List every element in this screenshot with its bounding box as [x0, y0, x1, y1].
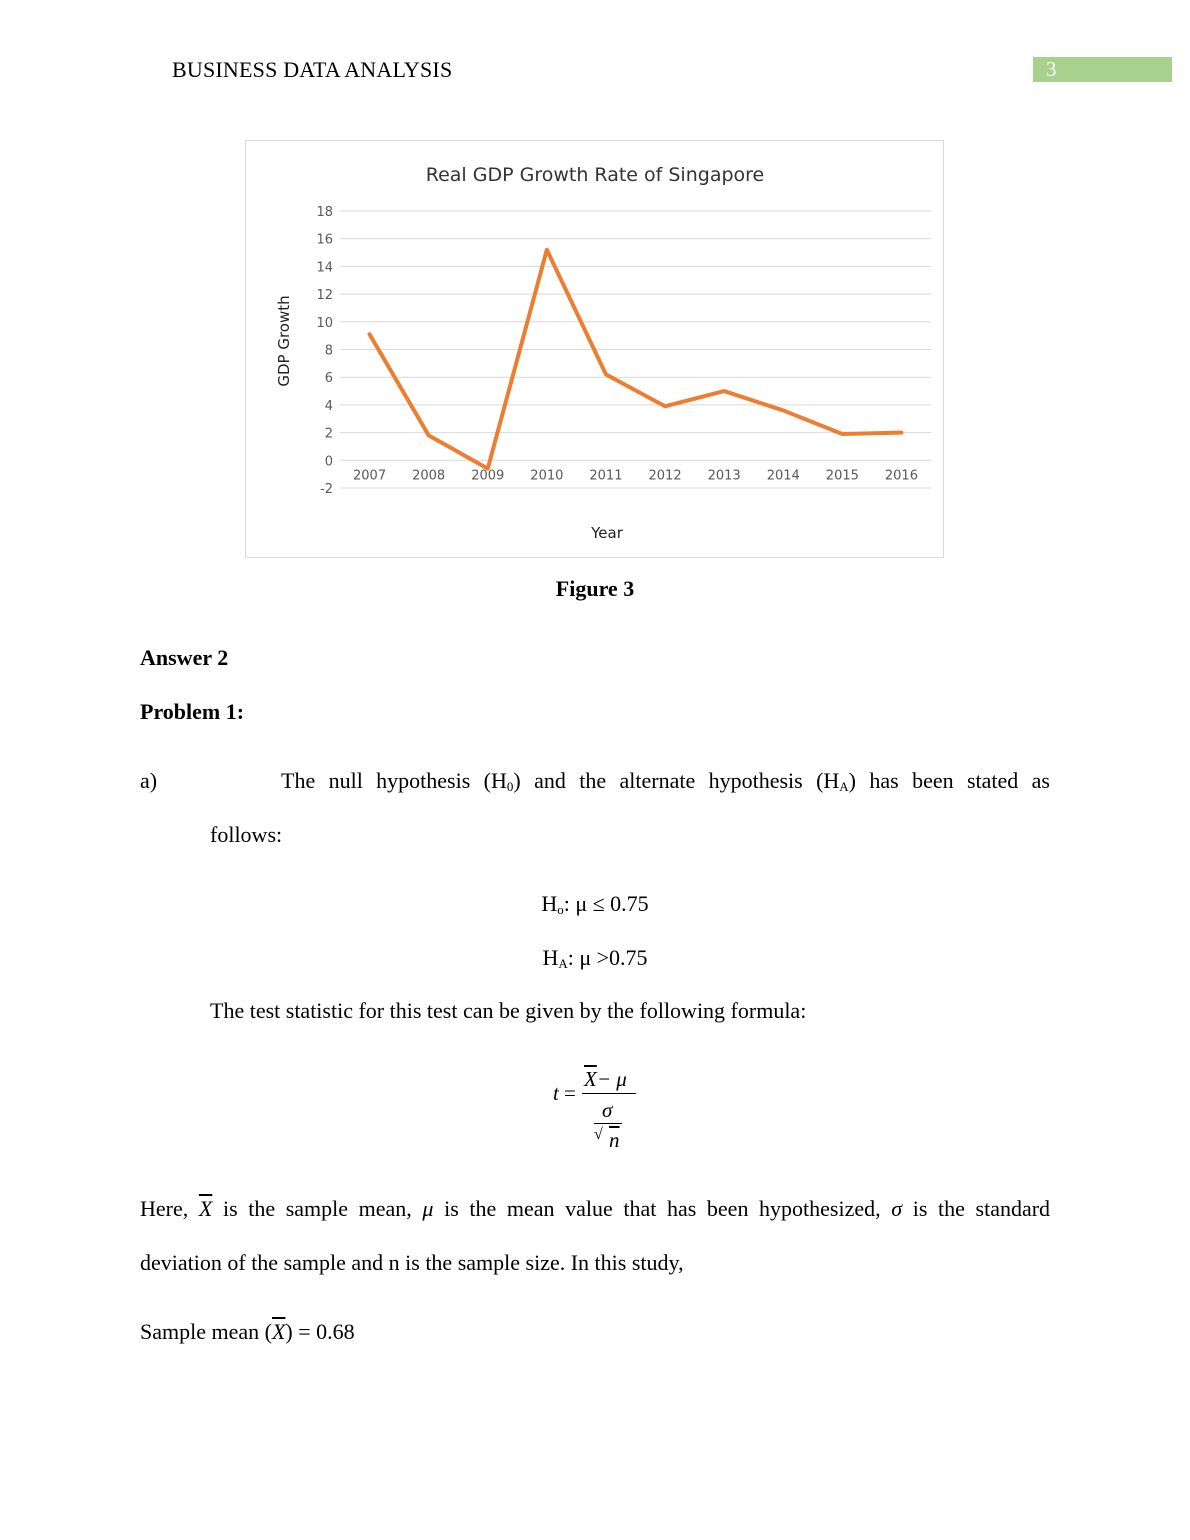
chart-x-ticks — [353, 468, 918, 483]
running-header: BUSINESS DATA ANALYSIS — [172, 57, 453, 82]
y-tick-label: 2 — [324, 426, 333, 442]
y-tick-label: 6 — [324, 371, 333, 387]
chart-series — [369, 250, 901, 469]
test-statistic-intro: The test statistic for this test can be given by the following formula: — [210, 998, 807, 1023]
x-tick-label: 2011 — [589, 468, 623, 484]
x-tick-label: 2007 — [353, 468, 387, 484]
t-statistic-formula: t = $\overline{X}- \mu$ σ √ n — [520, 1064, 670, 1159]
y-tick-label: 16 — [316, 232, 333, 248]
chart-y-axis-label: GDP Growth — [275, 295, 293, 387]
figure-caption: Figure 3 — [555, 576, 635, 601]
y-tick-label: -2 — [320, 482, 333, 497]
y-tick-label: 0 — [324, 454, 333, 470]
x-tick-label: 2014 — [766, 468, 800, 484]
explanation-line2: deviation of the sample and n is the sample size. In this study, — [140, 1250, 684, 1275]
y-tick-label: 12 — [316, 288, 333, 304]
x-tick-label: 2015 — [825, 468, 859, 484]
x-tick-label: 2009 — [471, 468, 505, 484]
sample-mean-line: Sample mean $(\overline{X}) = 0.68$ — [140, 1319, 355, 1344]
chart-canvas — [246, 141, 945, 559]
null-hypothesis: $H_o$: μ ≤ 0.75 — [541, 891, 649, 917]
gdp-line-chart — [245, 140, 944, 558]
x-tick-label: 2016 — [884, 468, 918, 484]
y-tick-label: 10 — [316, 315, 333, 331]
page-number: 3 — [1033, 57, 1172, 82]
answer-heading: Answer 2 — [140, 645, 229, 670]
chart-x-axis-label: Year — [591, 524, 623, 542]
alternate-hypothesis: $H_A$: μ >0.75 — [542, 945, 648, 971]
chart-y-ticks — [316, 205, 333, 497]
y-tick-label: 14 — [316, 260, 333, 276]
part-a-line2: follows: — [210, 822, 283, 847]
explanation-line1: Here, $\overline{X}$ is the sample mean, μ is the mean value that has been hypothesized, σ is the standard — [140, 1196, 1051, 1221]
series-line — [370, 250, 902, 469]
problem-heading: Problem 1: — [140, 699, 245, 724]
chart-gridlines — [340, 211, 931, 488]
y-tick-label: 4 — [324, 398, 333, 414]
x-tick-label: 2012 — [648, 468, 682, 484]
y-tick-label: 18 — [316, 205, 333, 220]
chart-title: Real GDP Growth Rate of Singapore — [425, 164, 765, 186]
x-tick-label: 2013 — [707, 468, 741, 484]
x-tick-label: 2008 — [412, 468, 446, 484]
part-a-line1: The null hypothesis $(H_0)$ and the alternate hypothesis $(H_A)$ has been stated as — [281, 768, 1050, 794]
y-tick-label: 8 — [324, 343, 333, 359]
x-tick-label: 2010 — [530, 468, 564, 484]
part-a-label: a) — [140, 768, 158, 793]
